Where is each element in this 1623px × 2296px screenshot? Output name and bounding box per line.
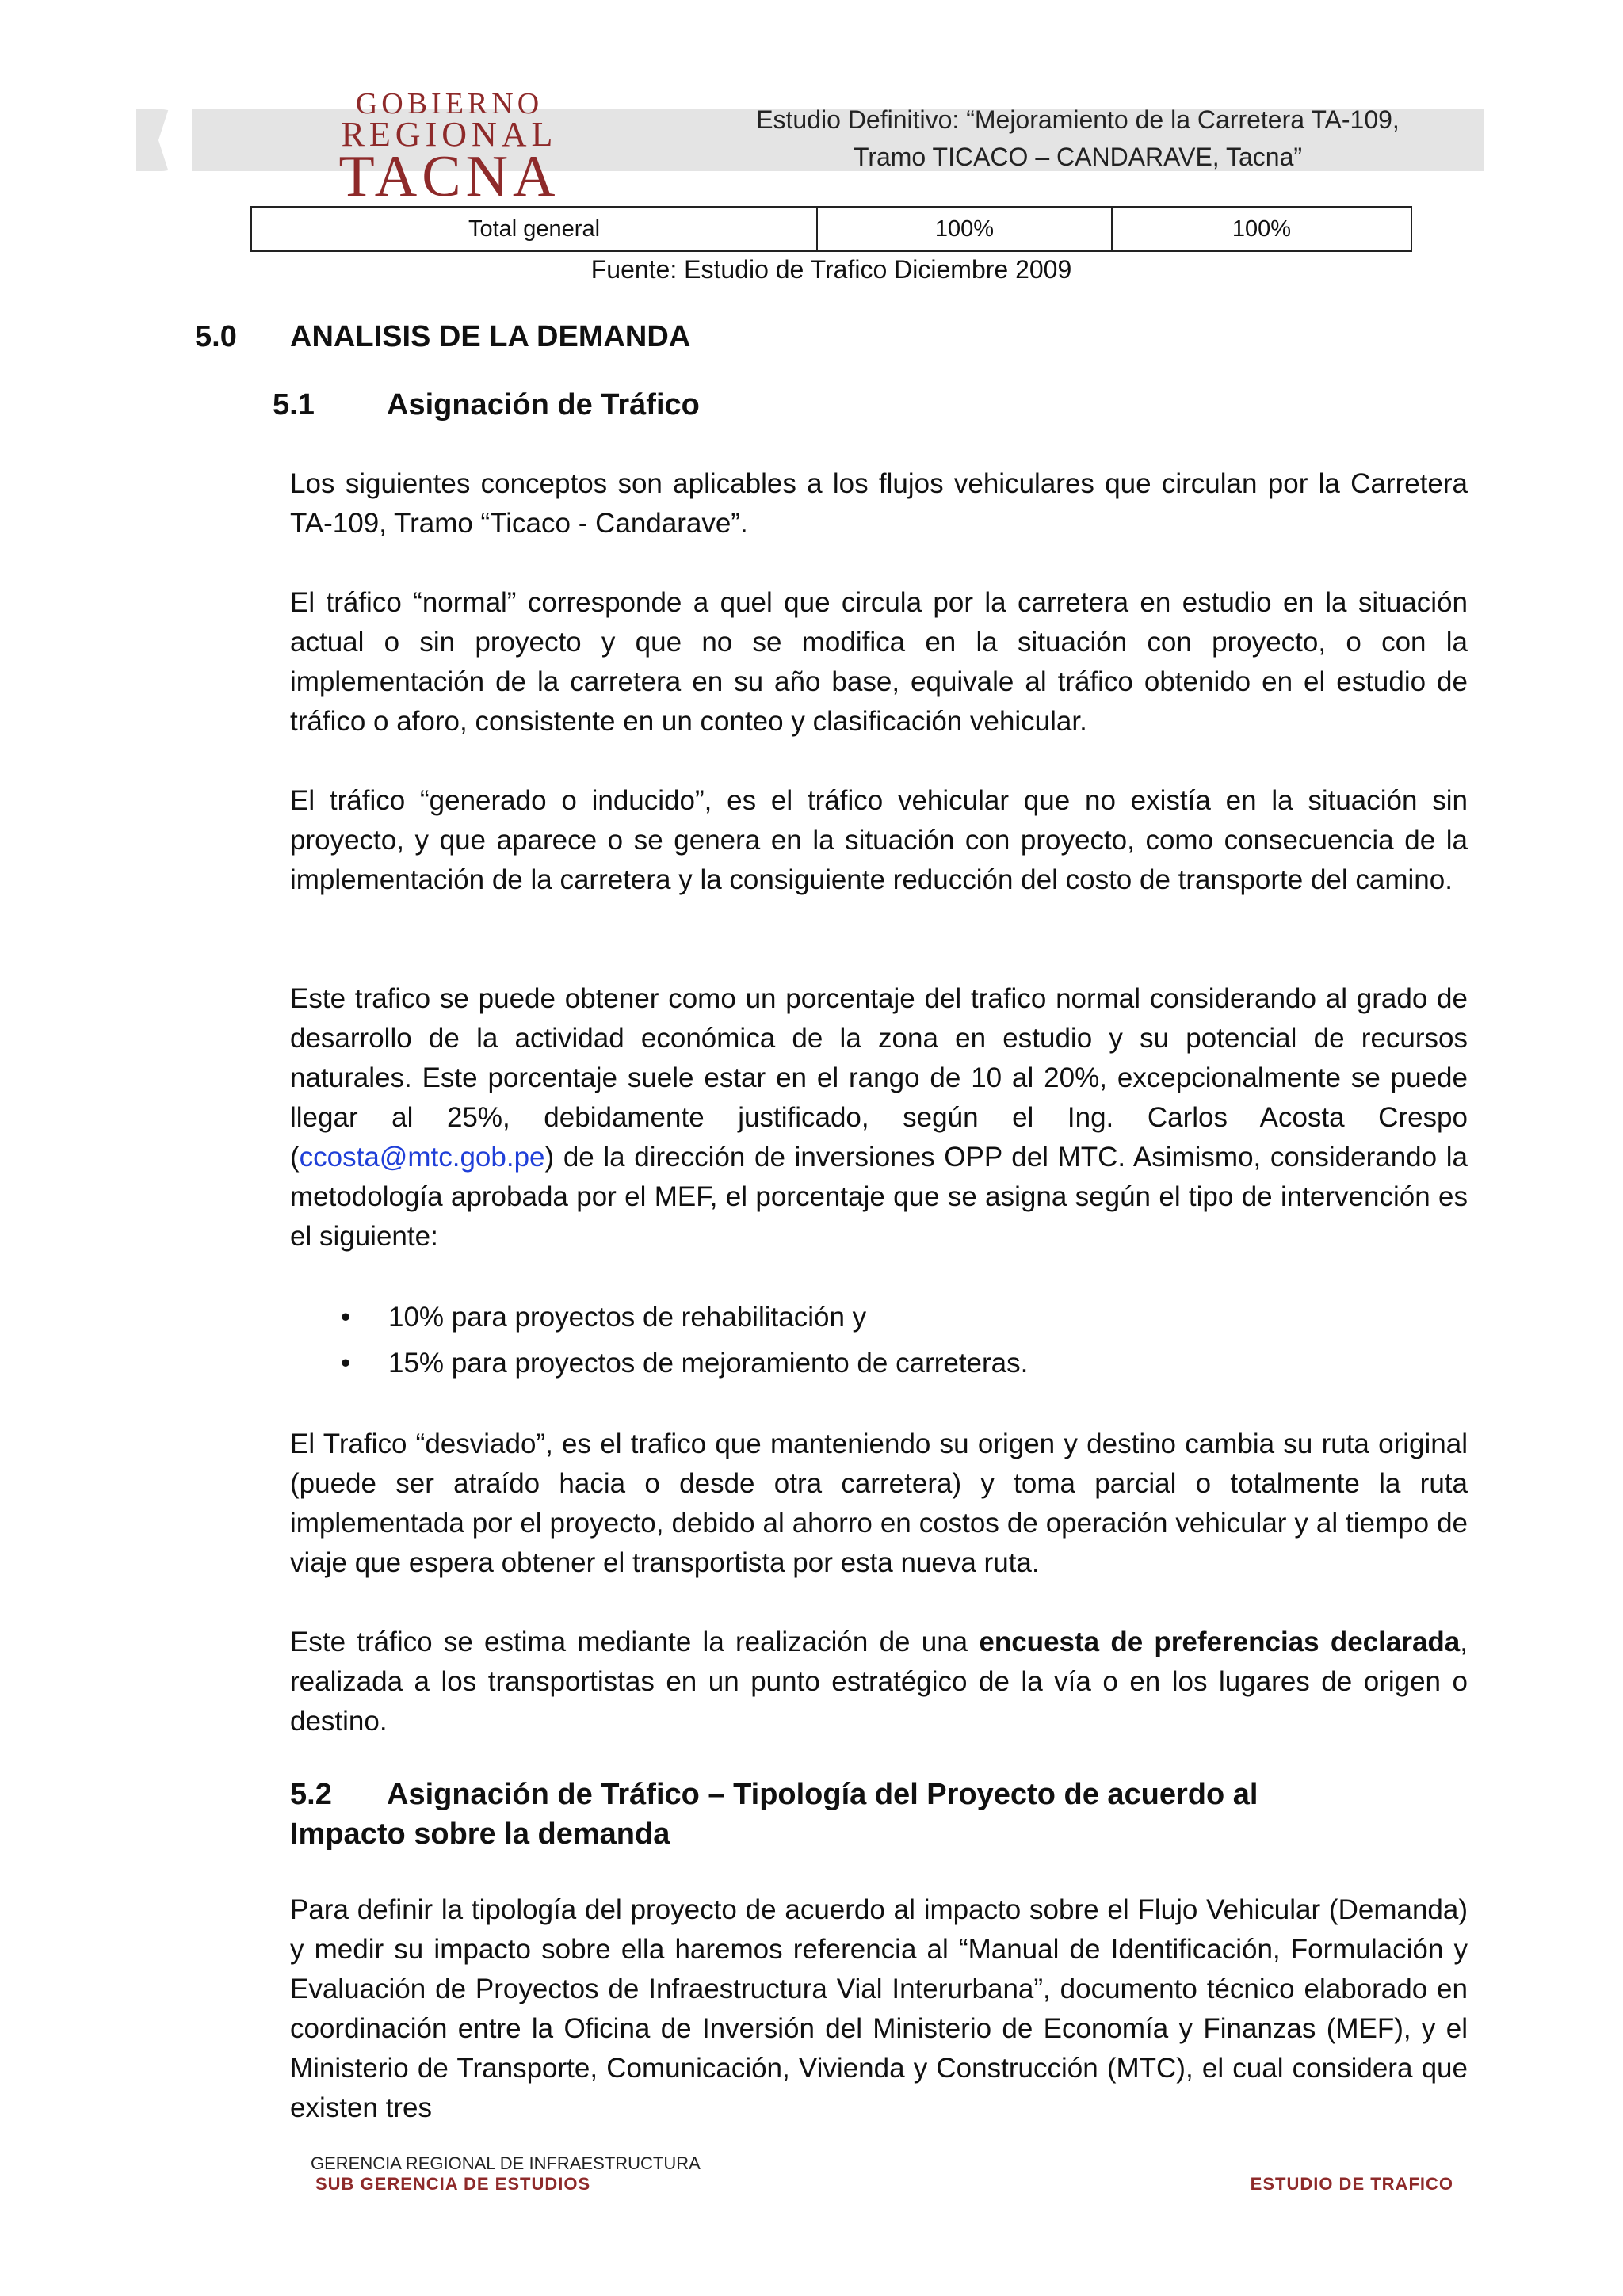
paragraph-3: El tráfico “generado o inducido”, es el tráfico vehicular que no existía en la situación sin proyecto, y que aparece o se genera en la situación con proyecto, como consecuencia de la implementación de la carretera y la consiguiente reducción del costo de transporte del camino. [290,785,1468,895]
document-title-line-1: Estudio Definitivo: “Mejoramiento de la Carretera TA-109, [756,105,1400,134]
subsection-heading-5-2 [290,1775,1479,1854]
list-item [290,1298,1468,1344]
section-heading [195,320,690,354]
subsection-title-line-1: Asignación de Tráfico – Tipología del Proyecto de acuerdo al [387,1778,1258,1811]
subsection-heading-5-1 [273,388,700,422]
footer-subgerencia: SUB GERENCIA DE ESTUDIOS [315,2174,591,2194]
paragraph-6-text-a: Este tráfico se estima mediante la realización de una [290,1627,980,1657]
gobierno-regional-tacna-logo [295,87,604,209]
bullet-icon: • [341,1348,351,1379]
paragraph-2: El tráfico “normal” corresponde a quel que circula por la carretera en estudio en la situación actual o sin proyecto y que no se modifica en la situación con proyecto, o con la implementación de la carretera en su año base, equivale al tráfico obtenido en el estudio de tráfico o aforo, consistente en un conteo y clasificación vehicular. [290,587,1468,737]
paragraph-4 [290,979,1468,1257]
document-title [713,101,1442,173]
header-band-left-cap [136,109,192,171]
logo-line-1: GOBIERNO [355,87,544,120]
paragraph-6-text-b: , realizada a los transportistas en un punto estratégico de la vía o en los lugares de origen o destino. [290,1627,1468,1737]
paragraph-4-text-a: Este trafico se puede obtener como un porcentaje del trafico normal considerando al grado de desarrollo de la actividad económica de la zona en estudio y su potencial de recursos naturales. Este porcentaje suele estar en el rango de 10 al 20%, excepcionalmente se puede llegar al 25%, debidamente justificado, según el Ing. Carlos Acosta Crespo ( [290,983,1468,1173]
table-cell-label: Total general [251,207,817,251]
footer-gerencia: GERENCIA REGIONAL DE INFRAESTRUCTURA [311,2153,701,2173]
table-row [251,207,1411,251]
section-title: ANALISIS DE LA DEMANDA [290,320,691,353]
subsection-number: 5.1 [273,388,315,421]
logo-line-2: REGIONAL [341,115,558,154]
logo-line-3: TACNA [338,144,560,209]
subsection-title: Asignación de Tráfico [387,388,700,421]
bullet-list [290,1298,1468,1390]
paragraph-1: Los siguientes conceptos son aplicables a los flujos vehiculares que circulan por la Carretera TA-109, Tramo “Ticaco - Candarave”. [290,468,1468,539]
paragraph-5: El Trafico “desviado”, es el trafico que manteniendo su origen y destino cambia su ruta original (puede ser atraído hacia o desde otra carretera) y toma parcial o totalmente la ruta implementada por el proyecto, debido al ahorro en costos de operación vehicular y al tiempo de viaje que espera obtener el transportista por esta nueva ruta. [290,1428,1468,1578]
list-item-text: 15% para proyectos de mejoramiento de carreteras. [388,1348,1029,1379]
paragraph-6-bold: encuesta de preferencias declarada [979,1627,1461,1657]
list-item-text: 10% para proyectos de rehabilitación y [388,1302,867,1333]
section-number: 5.0 [195,320,237,353]
table-source: Fuente: Estudio de Trafico Diciembre 2009 [590,255,1072,284]
paragraph-6 [290,1623,1468,1741]
document-title-line-2: Tramo TICACO – CANDARAVE, Tacna” [853,143,1303,171]
summary-table [250,206,1412,252]
table-cell-value: 100% [1112,207,1411,251]
table-cell-value: 100% [817,207,1112,251]
bullet-icon: • [341,1302,351,1333]
paragraph-7: Para definir la tipología del proyecto de acuerdo al impacto sobre el Flujo Vehicular (Demanda) y medir su impacto sobre ella haremos referencia al “Manual de Identificación, Formulación y Evaluación de Proyectos de Infraestructura Vial Interurbana”, documento técnico elaborado en coordinación entre la Oficina de Inversión del Ministerio de Economía y Finanzas (MEF), y el Ministerio de Transporte, Comunicación, Vivienda y Construcción (MTC), el cual considera que existen tres [290,1894,1468,2123]
list-item [290,1344,1468,1390]
footer-document-type: ESTUDIO DE TRAFICO [1250,2174,1453,2194]
email-link[interactable]: ccosta@mtc.gob.pe [299,1142,545,1173]
subsection-number: 5.2 [290,1778,332,1811]
paragraph-4-text-b: ) de la dirección de inversiones OPP del MTC. Asimismo, considerando la metodología aprobada por el MEF, el porcentaje que se asigna según el tipo de intervención es el siguiente: [290,1142,1468,1252]
subsection-title-line-2: Impacto sobre la demanda [290,1817,670,1851]
